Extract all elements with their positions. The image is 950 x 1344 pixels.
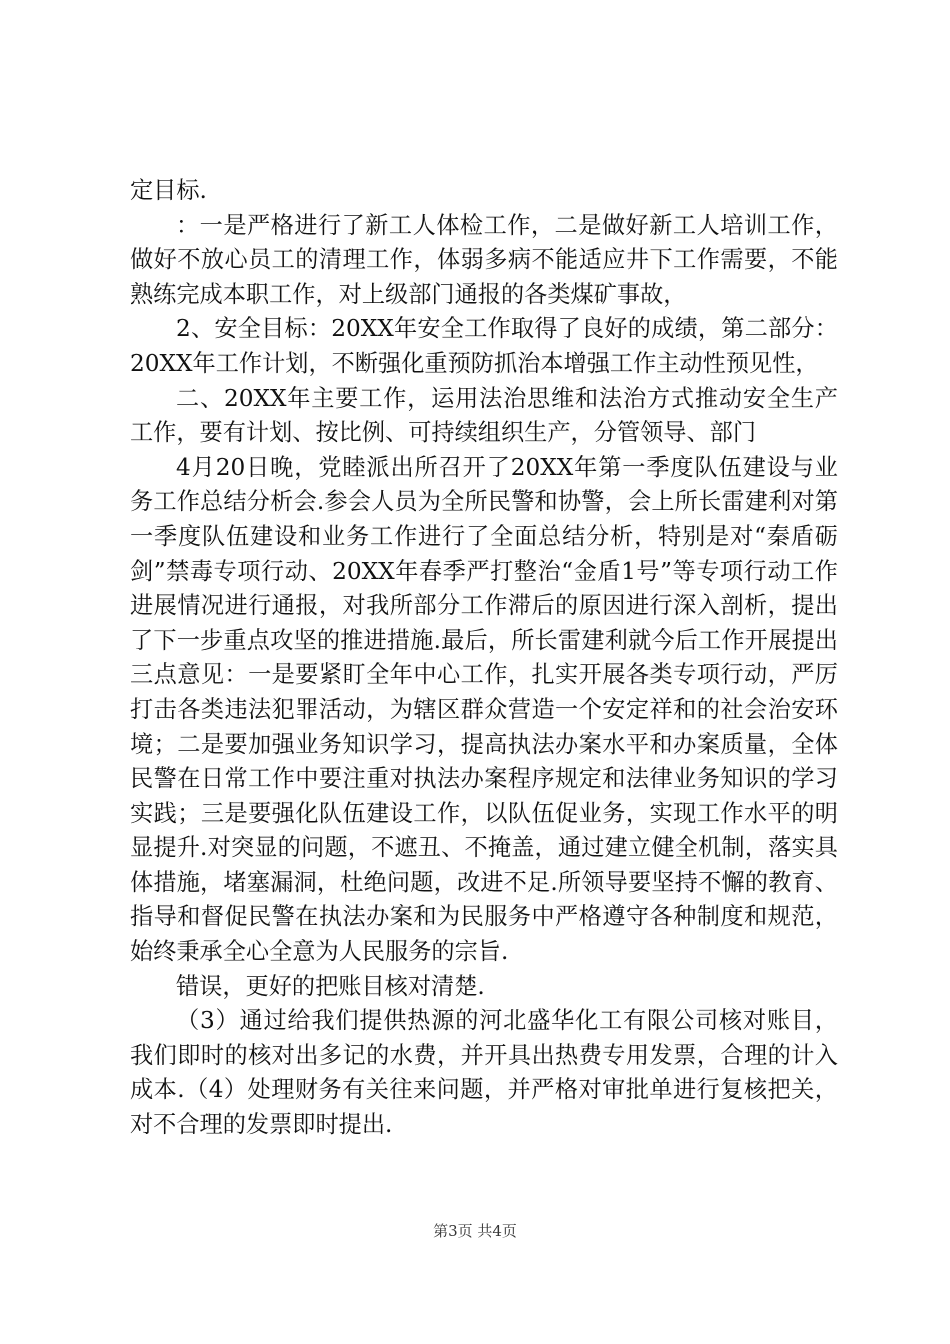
paragraph: 2、安全目标：20XX年安全工作取得了良好的成绩，第二部分：20XX年工作计划，不断强化重预防抓治本增强工作主动性预见性， bbox=[130, 315, 838, 377]
paragraph: 错误，更好的把账目核对清楚. bbox=[176, 972, 485, 1000]
paragraph: 4月20日晚，党睦派出所召开了20XX年第一季度队伍建设与业务工作总结分析会.参会人员为全所民警和协警，会上所长雷建利对第一季度队伍建设和业务工作进行了全面总结分析，特别是对“秦盾砺剑”禁毒专项行动、20XX年春季严打整治“金盾1号”等专项行动工作进展情况进行通报，对我所部分工作滞后的原因进行深入剖析，提出了下一步重点攻坚的推进措施.最后，所长雷建利就今后工作开展提出三点意见：一是要紧盯全年中心工作，扎实开展各类专项行动，严厉打击各类违法犯罪活动，为辖区群众营造一个安定祥和的社会治安环境；二是要加强业务知识学习，提高执法办案水平和办案质量，全体民警在日常工作中要注重对执法办案程序规定和法律业务知识的学习实践；三是要强化队伍建设工作，以队伍促业务，实现工作水平的明显提升.对突显的问题，不遮丑、不掩盖，通过建立健全机制，落实具体措施，堵塞漏洞，杜绝问题，改进不足.所领导要坚持不懈的教育、指导和督促民警在执法办案和为民服务中严格遵守各种制度和规范，始终秉承全心全意为人民服务的宗旨. bbox=[130, 453, 838, 966]
paragraph: 定目标. bbox=[130, 177, 207, 204]
paragraph: ：一是严格进行了新工人体检工作，二是做好新工人培训工作，做好不放心员工的清理工作，体弱多病不能适应井下工作需要，不能熟练完成本职工作，对上级部门通报的各类煤矿事故， bbox=[130, 211, 838, 308]
paragraph: （3）通过给我们提供热源的河北盛华化工有限公司核对账目，我们即时的核对出多记的水费，并开具出热费专用发票，合理的计入成本.（4）处理财务有关往来问题，并严格对审批单进行复核把关，对不合理的发票即时提出. bbox=[130, 1007, 838, 1139]
page-number-footer: 第3页 共4页 bbox=[433, 1222, 517, 1240]
paragraph: 二、20XX年主要工作，运用法治思维和法治方式推动安全生产工作，要有计划、按比例、可持续组织生产，分管领导、部门 bbox=[130, 384, 838, 447]
document-body bbox=[130, 174, 838, 1143]
